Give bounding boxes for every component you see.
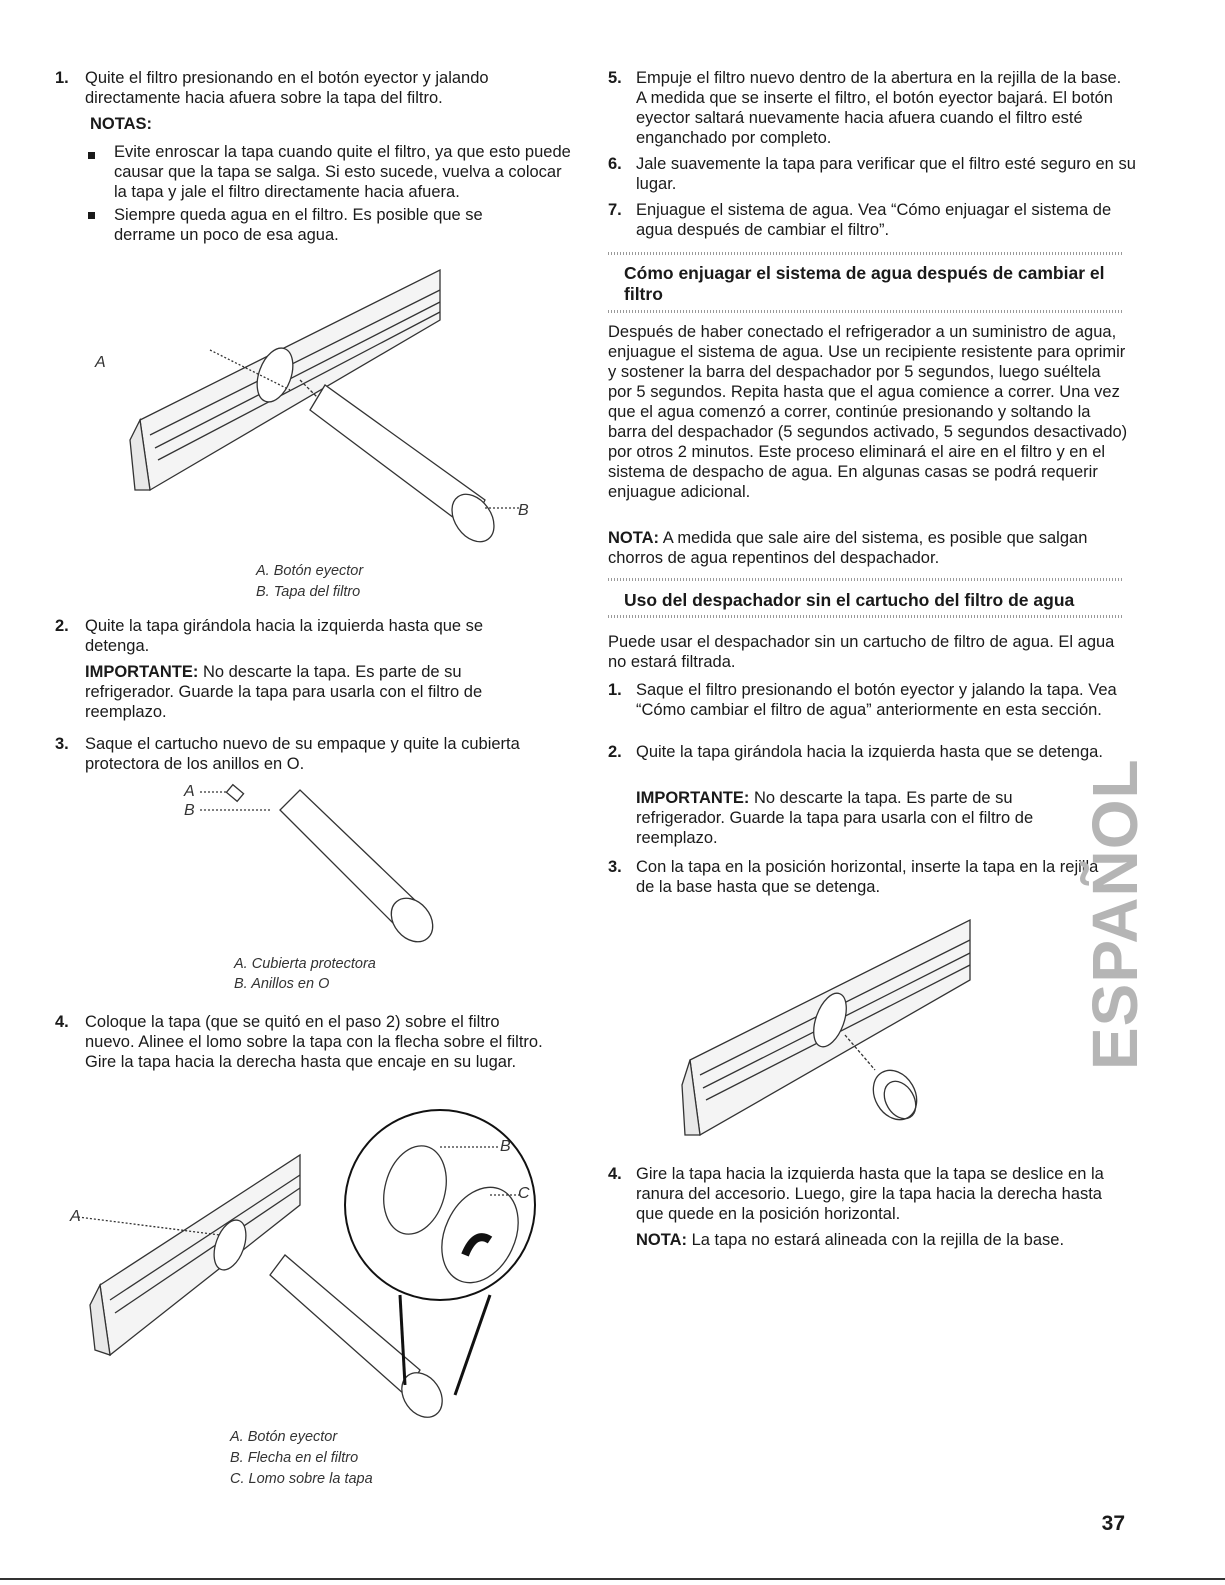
cap-insert-illustration [670,910,990,1150]
step-7-number: 7. [608,201,622,219]
fig3-label-a: A [70,1208,81,1225]
step-2-text: Quite la tapa girándola hacia la izquierda hasta que se detenga. [85,617,484,655]
r-step-2-text: Quite la tapa girándola hacia la izquierda hasta que se detenga. [636,743,1103,761]
section-rule [608,252,1124,255]
page-bottom-rule [0,1578,1225,1580]
step-1-text: Quite el filtro presionando en el botón eyector y jalando directamente hacia afuera sobre la tapa del filtro. [85,69,489,107]
cap-alignment-illustration [70,1095,550,1425]
heading-flush-system: Cómo enjuagar el sistema de agua después de cambiar el filtro [624,263,1105,304]
step-5-text: Empuje el filtro nuevo dentro de la abertura en la rejilla de la base. A medida que se inserte el filtro, el botón eyector bajará. El botón eyector saltará nuevamente hacia afuera cuando el filtro esté enganchado por completo. [636,69,1122,147]
r-step-4-text: Gire la tapa hacia la izquierda hasta que la tapa se deslice en la ranura del accesorio. Luego, gire la tapa hacia la derecha hasta que quede en la posición horizontal. [636,1165,1104,1223]
no-filter-intro: Puede usar el despachador sin un cartucho de filtro de agua. El agua no estará filtrada. [608,633,1115,671]
r-step-2-important: IMPORTANTE: No descarte la tapa. Es parte de su refrigerador. Guarde la tapa para usarla con el filtro de reemplazo. [636,789,1034,847]
r-step-3-text: Con la tapa en la posición horizontal, inserte la tapa en la rejilla de la base hasta que se detenga. [636,858,1099,896]
notes-label: NOTAS: [90,115,153,133]
r-step-4-note: NOTA: La tapa no estará alineada con la rejilla de la base. [636,1231,1065,1249]
step-3-number: 3. [55,735,69,753]
heading-no-filter: Uso del despachador sin el cartucho del filtro de agua [624,590,1075,610]
filter-removal-illustration [90,250,550,560]
side-tab-label: ESPAÑOL [1079,758,1151,1070]
bullet-marker [88,212,95,219]
fig3-caption-a: A. Botón eyector [230,1429,338,1445]
r-step-4-number: 4. [608,1165,622,1183]
new-cartridge-illustration [180,780,460,960]
step-3-text: Saque el cartucho nuevo de su empaque y quite la cubierta protectora de los anillos en O. [85,735,520,773]
step-6-text: Jale suavemente la tapa para verificar que el filtro esté seguro en su lugar. [636,155,1136,193]
bullet-marker [88,152,95,159]
fig1-caption-b: B. Tapa del filtro [256,584,361,600]
section-rule [608,310,1124,313]
step-1-number: 1. [55,69,69,87]
fig3-label-b: B [500,1138,511,1155]
r-step-3-number: 3. [608,858,622,876]
fig1-label-a: A [95,354,106,371]
step-4-number: 4. [55,1013,69,1031]
section-rule [608,615,1124,618]
step-2-important: IMPORTANTE: No descarte la tapa. Es parte de su refrigerador. Guarde la tapa para usarla con el filtro de reemplazo. [85,663,483,721]
fig3-label-c: C [518,1185,530,1202]
fig2-label-b: B [184,802,195,819]
step-5-number: 5. [608,69,622,87]
note-bullet-2: Siempre queda agua en el filtro. Es posible que se derrame un poco de esa agua. [114,206,483,244]
r-step-1-number: 1. [608,681,622,699]
r-step-1-text: Saque el filtro presionando el botón eyector y jalando la tapa. Vea “Cómo cambiar el filtro de agua” anteriormente en esta sección. [636,681,1117,719]
step-7-text: Enjuague el sistema de agua. Vea “Cómo enjuagar el sistema de agua después de cambiar el filtro”. [636,201,1112,239]
note-bullet-1: Evite enroscar la tapa cuando quite el filtro, ya que esto puede causar que la tapa se salga. Si esto sucede, vuelva a colocar la tapa y jale el filtro directamente hacia afuera. [114,143,571,201]
language-side-tab [1079,758,1225,1070]
fig2-caption-a: A. Cubierta protectora [234,956,376,972]
fig2-label-a: A [184,783,195,800]
flush-note: NOTA: A medida que sale aire del sistema, es posible que salgan chorros de agua repentinos del despachador. [608,529,1088,567]
flush-instructions: Después de haber conectado el refrigerador a un suministro de agua, enjuague el sistema de agua. Use un recipiente resistente para oprimir y sostener la barra del despachador por 5 segundos, luego suéltela por 5 segundos. Repita hasta que el agua comience a correr. Una vez que el agua comenzó a correr, continúe presionando y soltando la barra del despachador (5 segundos activado, 5 segundos desactivado) por otros 2 minutos. Este proceso eliminará el aire en el filtro y en el sistema de despacho de agua. En algunas casas se podrá requerir enjuague adicional. [608,323,1128,501]
fig3-caption-c: C. Lomo sobre la tapa [230,1471,373,1487]
fig2-caption-b: B. Anillos en O [234,976,330,992]
r-step-2-number: 2. [608,743,622,761]
section-rule [608,578,1124,581]
fig1-label-b: B [518,502,529,519]
step-4-text: Coloque la tapa (que se quitó en el paso 2) sobre el filtro nuevo. Alinee el lomo sobre la tapa con la flecha sobre el filtro. Gire la tapa hacia la derecha hasta que encaje en su lugar. [85,1013,543,1071]
step-6-number: 6. [608,155,622,173]
fig3-caption-b: B. Flecha en el filtro [230,1450,359,1466]
step-2-number: 2. [55,617,69,635]
fig1-caption-a: A. Botón eyector [256,563,364,579]
page-number: 37 [1101,1512,1125,1535]
